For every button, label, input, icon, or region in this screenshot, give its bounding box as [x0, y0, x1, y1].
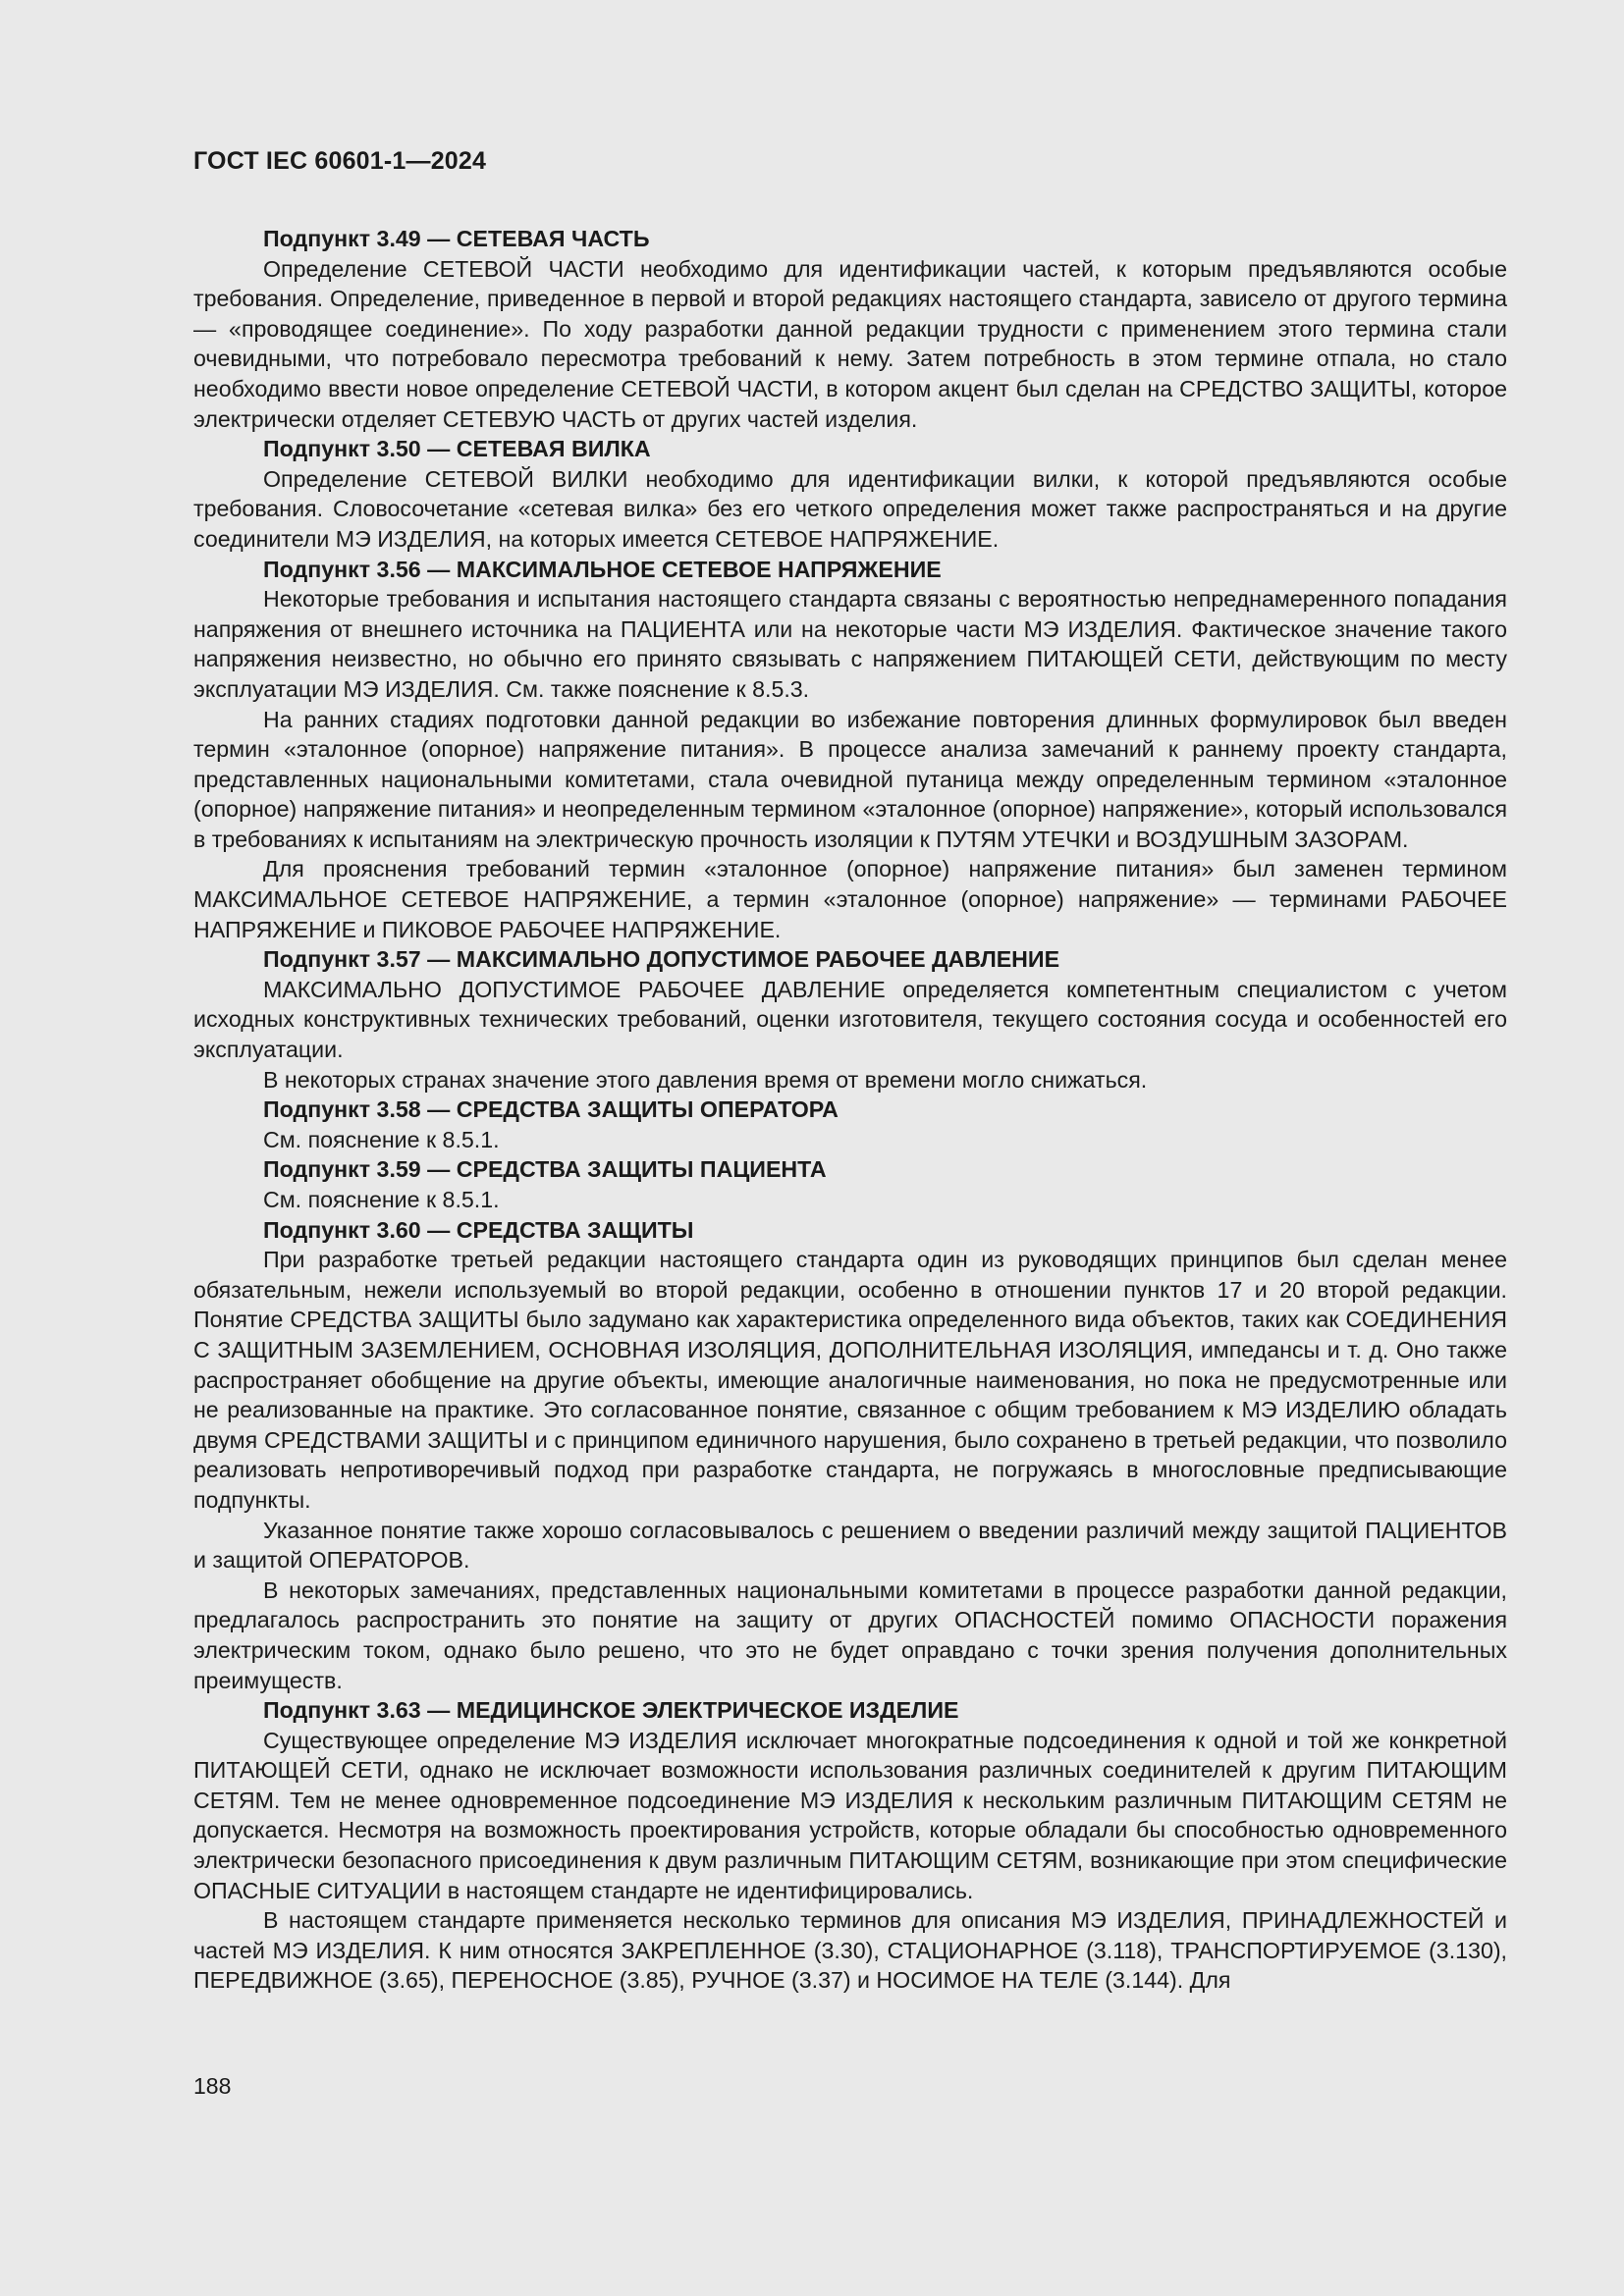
subclause-heading: Подпункт 3.60 — СРЕДСТВА ЗАЩИТЫ — [263, 1216, 694, 1243]
body-paragraph: Для прояснения требований термин «эталонное (опорное) напряжение питания» был заменен термином МАКСИМАЛЬНОЕ СЕТЕВОЕ НАПРЯЖЕНИЕ, а термин «эталонное (опорное) напряжение» — терминами РАБОЧЕЕ НАПРЯЖЕНИЕ и ПИКОВОЕ РАБОЧЕЕ НАПРЯЖЕНИЕ. — [193, 856, 1507, 942]
page-number: 188 — [193, 2073, 232, 2099]
subclause-heading: Подпункт 3.63 — МЕДИЦИНСКОЕ ЭЛЕКТРИЧЕСКОЕ ИЗДЕЛИЕ — [263, 1697, 959, 1724]
body-paragraph: Некоторые требования и испытания настоящего стандарта связаны с вероятностью непреднамеренного попадания напряжения от внешнего источника на ПАЦИЕНТА или на некоторые части МЭ ИЗДЕЛИЯ. Фактическое значение такого напряжения неизвестно, но обычно его принято связывать с напряжением ПИТАЮЩЕЙ СЕТИ, действующим по месту эксплуатации МЭ ИЗДЕЛИЯ. См. также пояснение к 8.5.3. — [193, 586, 1507, 702]
subclause-heading: Подпункт 3.58 — СРЕДСТВА ЗАЩИТЫ ОПЕРАТОРА — [263, 1096, 839, 1123]
body-paragraph: Существующее определение МЭ ИЗДЕЛИЯ исключает многократные подсоединения к одной и той же конкретной ПИТАЮЩЕЙ СЕТИ, однако не исключает возможности использования различных соединителей к другим ПИТАЮЩИМ СЕТЯМ. Тем не менее одновременное подсоединение МЭ ИЗДЕЛИЯ к нескольким различным ПИТАЮЩИМ СЕТЯМ не допускается. Несмотря на возможность проектирования устройств, которые обладали бы способностью одновременного электрически безопасного присоединения к двум различным ПИТАЮЩИМ СЕТЯМ, возникающие при этом специфические ОПАСНЫЕ СИТУАЦИИ в настоящем стандарте не идентифицировались. — [193, 1727, 1507, 1903]
subclause-heading: Подпункт 3.50 — СЕТЕВАЯ ВИЛКА — [263, 436, 651, 462]
body-paragraph: МАКСИМАЛЬНО ДОПУСТИМОЕ РАБОЧЕЕ ДАВЛЕНИЕ определяется компетентным специалистом с учетом исходных конструктивных технических требований, оценки изготовителя, текущего состояния сосуда и особенностей его эксплуатации. — [193, 976, 1507, 1063]
subclause-heading: Подпункт 3.59 — СРЕДСТВА ЗАЩИТЫ ПАЦИЕНТА — [263, 1156, 827, 1183]
subclause-heading: Подпункт 3.57 — МАКСИМАЛЬНО ДОПУСТИМОЕ РАБОЧЕЕ ДАВЛЕНИЕ — [263, 946, 1060, 973]
body-paragraph: Определение СЕТЕВОЙ ВИЛКИ необходимо для идентификации вилки, к которой предъявляются особые требования. Словосочетание «сетевая вилка» без его четкого определения может также распространяться и на другие соединители МЭ ИЗДЕЛИЯ, на которых имеется СЕТЕВОЕ НАПРЯЖЕНИЕ. — [193, 465, 1507, 552]
subclause-heading: Подпункт 3.49 — СЕТЕВАЯ ЧАСТЬ — [263, 226, 650, 251]
body-paragraph: См. пояснение к 8.5.1. — [263, 1187, 500, 1212]
body-paragraph: Указанное понятие также хорошо согласовывалось с решением о введении различий между защитой ПАЦИЕНТОВ и защитой ОПЕРАТОРОВ. — [193, 1517, 1507, 1574]
body-paragraph: Определение СЕТЕВОЙ ЧАСТИ необходимо для идентификации частей, к которым предъявляются особые требования. Определение, приведенное в первой и второй редакциях настоящего стандарта, зависело от другого термина — «проводящее соединение». По ходу разработки данной редакции трудности с применением этого термина стали очевидными, что потребовало пересмотра требований к нему. Затем потребность в этом термине отпала, но стало необходимо ввести новое определение СЕТЕВОЙ ЧАСТИ, в котором акцент был сделан на СРЕДСТВО ЗАЩИТЫ, которое электрически отделяет СЕТЕВУЮ ЧАСТЬ от других частей изделия. — [193, 255, 1507, 432]
subclause-heading: Подпункт 3.56 — МАКСИМАЛЬНОЕ СЕТЕВОЕ НАПРЯЖЕНИЕ — [263, 556, 942, 582]
body-paragraph: При разработке третьей редакции настоящего стандарта один из руководящих принципов был сделан менее обязательным, нежели используемый во второй редакции, особенно в отношении пунктов 17 и 20 второй редакции. Понятие СРЕДСТВА ЗАЩИТЫ было задумано как характеристика определенного вида объектов, таких как СОЕДИНЕНИЯ С ЗАЩИТНЫМ ЗАЗЕМЛЕНИЕМ, ОСНОВНАЯ ИЗОЛЯЦИЯ, ДОПОЛНИТЕЛЬНАЯ ИЗОЛЯЦИЯ, импедансы и т. д. Оно также распространяет обобщение на другие объекты, имеющие аналогичные наименования, но пока не предусмотренные или не реализованные на практике. Это согласованное понятие, связанное с общим требованием к МЭ ИЗДЕЛИЮ обладать двумя СРЕДСТВАМИ ЗАЩИТЫ и с принципом единичного нарушения, было сохранено в третьей редакции, что позволило реализовать непротиворечивый подход при разработке стандарта, не погружаясь в многословные предписывающие подпункты. — [193, 1247, 1507, 1513]
body-paragraph: В некоторых замечаниях, представленных национальными комитетами в процессе разработки данной редакции, предлагалось распространить это понятие на защиту от других ОПАСНОСТЕЙ помимо ОПАСНОСТИ поражения электрическим током, однако было решено, что это не будет оправдано с точки зрения получения дополнительных преимуществ. — [193, 1576, 1507, 1693]
body-paragraph: В настоящем стандарте применяется несколько терминов для описания МЭ ИЗДЕЛИЯ, ПРИНАДЛЕЖНОСТЕЙ и частей МЭ ИЗДЕЛИЯ. К ним относятся ЗАКРЕПЛЕННОЕ (3.30), СТАЦИОНАРНОЕ (3.118), ТРАНСПОРТИРУЕМОЕ (3.130), ПЕРЕДВИЖНОЕ (3.65), ПЕРЕНОСНОЕ (3.85), РУЧНОЕ (3.37) и НОСИМОЕ НА ТЕЛЕ (3.144). Для — [193, 1907, 1507, 1994]
document-header: ГОСТ IEC 60601-1—2024 — [193, 147, 487, 175]
body-paragraph: В некоторых странах значение этого давления время от времени могло снижаться. — [263, 1066, 1148, 1093]
body-paragraph: См. пояснение к 8.5.1. — [263, 1126, 500, 1152]
body-paragraph: На ранних стадиях подготовки данной редакции во избежание повторения длинных формулировок был введен термин «эталонное (опорное) напряжение питания». В процессе анализа замечаний к раннему проекту стандарта, представленных национальными комитетами, стала очевидной путаница между определенным термином «эталонное (опорное) напряжение питания» и неопределенным термином «эталонное (опорное) напряжение», который использовался в требованиях к испытаниям на электрическую прочность изоляции к ПУТЯМ УТЕЧКИ и ВОЗДУШНЫМ ЗАЗОРАМ. — [193, 706, 1507, 852]
page-content — [193, 224, 1507, 1996]
